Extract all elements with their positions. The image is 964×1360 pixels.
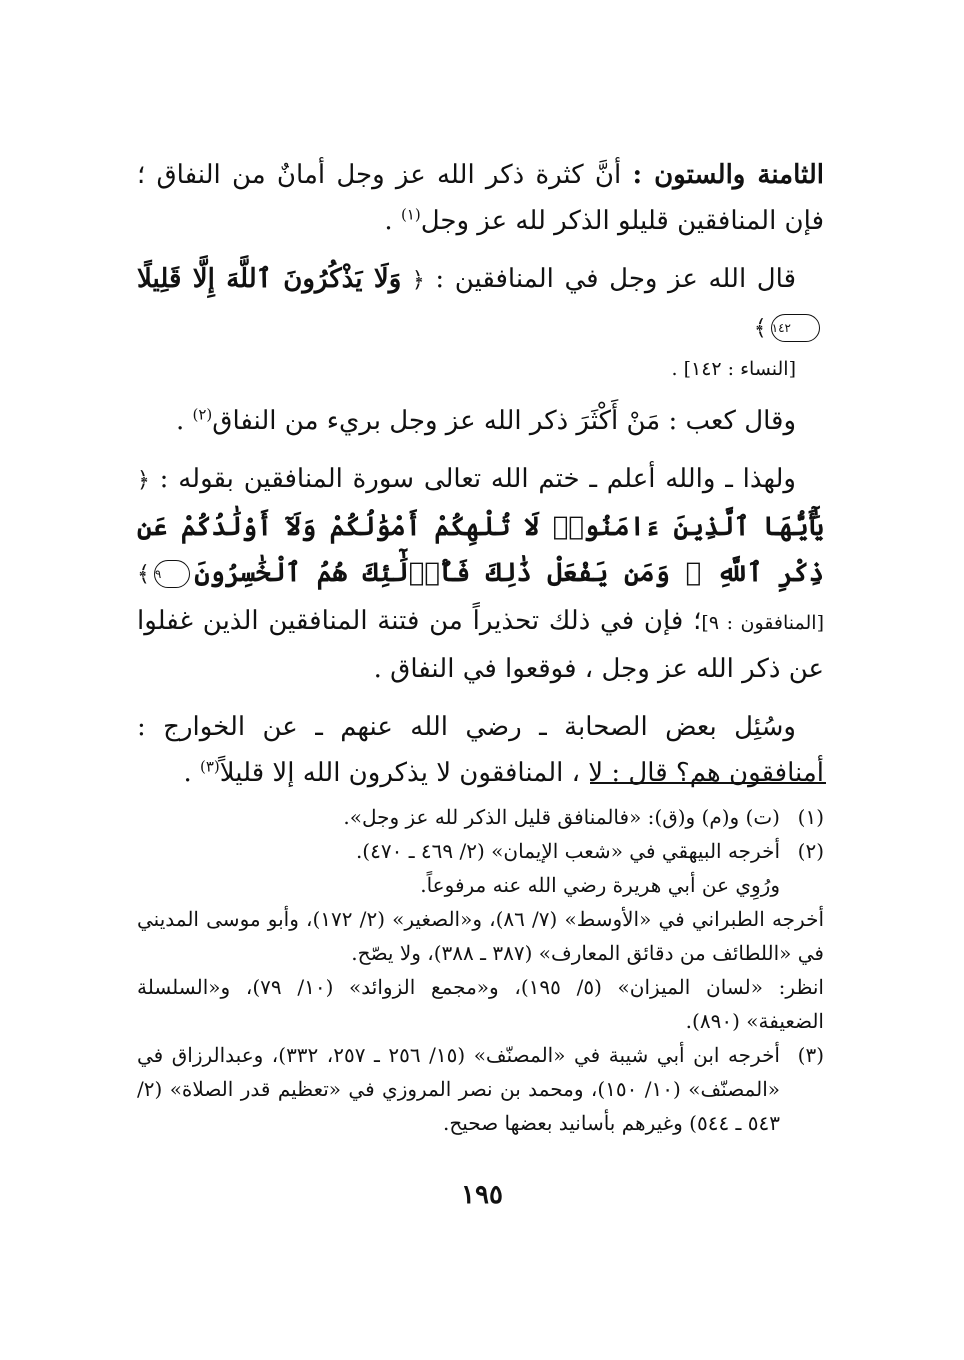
footnote-number: (١) bbox=[797, 805, 824, 829]
paragraph-end: . bbox=[183, 758, 200, 788]
paragraph-text: وقال كعب : مَنْ أَكْثَرَ ذكر الله عز وجل بريء من النفاق bbox=[212, 406, 796, 436]
footnote-2-takhrij: أخرجه الطبراني في «الأوسط» (٧/ ٨٦)، و«الصغير» (٢/ ١٧٢)، وأبو موسى المديني في «اللطائف من دقائق المعارف» (٣٨٧ ـ ٣٨٨)، ولا يصّح. bbox=[137, 907, 824, 965]
point-heading: الثامنة والستون : bbox=[632, 160, 825, 190]
footnote-ref-1[interactable]: (١) bbox=[400, 205, 421, 224]
kaab-quote-paragraph bbox=[137, 398, 824, 444]
paragraph-text: أنَّ كثرة ذكر الله عز وجل أمانٌ من النفاق ؛ فإن المنافقين قليلو الذكر لله عز وجل bbox=[137, 160, 824, 236]
quran-quote-paragraph bbox=[137, 256, 824, 386]
paragraph-end: . bbox=[384, 206, 401, 236]
footnote-text: أخرجه البيهقي في «شعب الإيمان» (٢/ ٤٦٩ ـ ٤٧٠). bbox=[355, 839, 780, 863]
ayah-number-marker: ٩ bbox=[154, 560, 190, 588]
paragraph-end: . bbox=[175, 406, 193, 436]
ayah-number-marker: ١٤٢ bbox=[771, 314, 820, 342]
footnote-2-narration: ورُوِي عن أبي هريرة رضي الله عنه مرفوعاً. bbox=[420, 873, 780, 897]
paragraph-text-rest: ؛ فإن في ذلك تحذيراً من فتنة المنافقين الذين غفلوا عن ذكر الله عز وجل ، فوقعوا في النفاق . bbox=[137, 606, 824, 684]
footnote-text: أخرجه ابن أبي شيبة في «المصنّف» (١٥/ ٢٥٦ ـ ٢٥٧، ٣٣٢)، وعبدالرزاق في «المصنّف» (١٠/ ١٥٠)، ومحمد بن نصر المروزي في «تعظيم قدر الصلاة» (٢/ ٥٤٣ ـ ٥٤٤) وغيرهم بأسانيد بعضها صحيح. bbox=[137, 1043, 780, 1135]
quran-verse: يَٰٓأَيُّهَا ٱلَّذِينَ ءَامَنُوا۟ لَا تُلْهِكُمْ أَمْوَٰلُكُمْ وَلَآ أَوْلَٰدُكُمْ عَن ذِكْرِ ٱللَّهِ ۚ وَمَن يَفْعَلْ ذَٰلِكَ فَأُو۟لَٰٓئِكَ هُمُ ٱلْخَٰسِرُونَ bbox=[137, 512, 824, 588]
paragraph-text: قال الله عز وجل في المنافقين : bbox=[424, 264, 796, 294]
quran-close-bracket: ﴾ bbox=[753, 316, 767, 341]
paragraph-68 bbox=[137, 152, 824, 244]
surah-reference: [المنافقون : ٩] bbox=[701, 612, 824, 634]
quran-verse: وَلَا يَذْكُرُونَ ٱللَّهَ إِلَّا قَلِيلًا bbox=[137, 264, 402, 294]
footnote-ref-2[interactable]: (٢) bbox=[192, 405, 213, 424]
paragraph-text: وسُئِل بعض الصحابة ـ رضي الله عنهم ـ عن الخوارج : أمنافقون هم؟ قال : لا ، المنافقون لا يذكرون الله إلا قليلاً bbox=[137, 712, 824, 788]
footnotes-section bbox=[137, 800, 824, 1140]
footnote-3 bbox=[137, 1038, 824, 1140]
footnote-2-references: انظر: «لسان الميزان» (٥/ ١٩٥)، و«مجمع الزوائد» (١٠/ ٧٩)، و«السلسلة الضعيفة» (٨٩٠). bbox=[137, 975, 824, 1033]
munafiqun-paragraph bbox=[137, 456, 824, 692]
footnote-number: (٢) bbox=[797, 839, 824, 863]
footnote-ref-3[interactable]: (٣) bbox=[199, 757, 220, 776]
footnote-separator bbox=[590, 782, 826, 784]
footnote-number: (٣) bbox=[797, 1043, 824, 1067]
page-number: ١٩٥ bbox=[461, 1180, 503, 1210]
footnote-text: (ت) و(م) و(ق): «فالمنافق قليل الذكر لله عز وجل». bbox=[343, 805, 780, 829]
main-text bbox=[137, 152, 824, 808]
surah-reference: [النساء : ١٤٢] . bbox=[671, 358, 796, 380]
paragraph-text: ولهذا ـ والله أعلم ـ ختم الله تعالى سورة المنافقين بقوله : bbox=[149, 464, 796, 494]
footnote-2 bbox=[137, 834, 824, 868]
quran-close-bracket: ﴾ bbox=[137, 562, 150, 587]
quran-open-bracket: ﴿ bbox=[137, 468, 150, 493]
footnote-1 bbox=[137, 800, 824, 834]
quran-open-bracket: ﴿ bbox=[411, 268, 425, 293]
